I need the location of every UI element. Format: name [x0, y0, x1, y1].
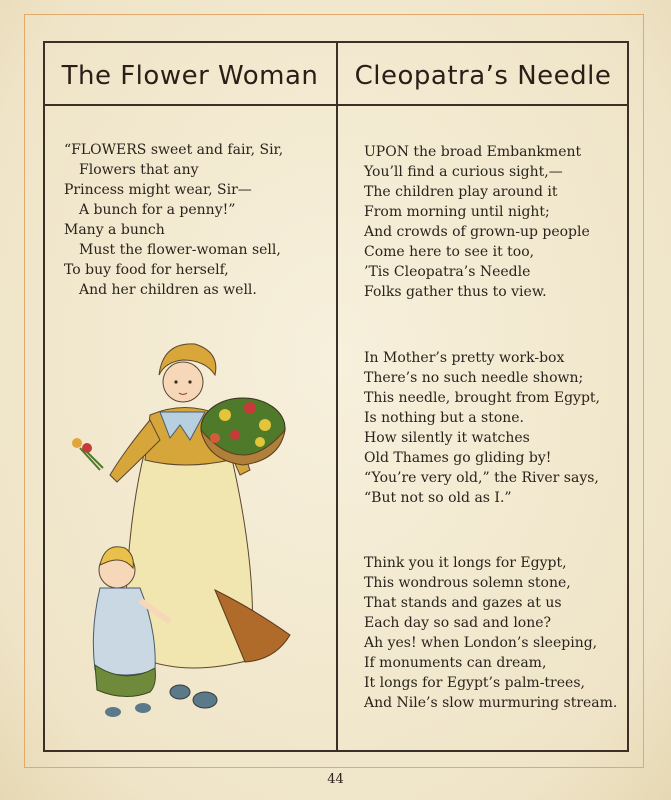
poem-line: That stands and gazes at us: [364, 595, 562, 611]
poem-line: “FLOWERS sweet and fair, Sir,: [64, 142, 284, 158]
poem-line: There’s no such needle shown;: [364, 370, 584, 386]
poem-line: Flowers that any: [79, 162, 199, 178]
poem-line: UPON the broad Embankment: [364, 144, 582, 160]
poem-line: This wondrous solemn stone,: [364, 575, 571, 591]
poem-line: And crowds of grown-up people: [364, 224, 590, 240]
flower-woman-illustration: [55, 330, 305, 730]
poem-line: ’Tis Cleopatra’s Needle: [364, 264, 531, 280]
poem-line: If monuments can dream,: [364, 655, 547, 671]
poem-line: Princess might wear, Sir—: [64, 182, 252, 198]
poem-line: Old Thames go gliding by!: [364, 450, 552, 466]
poem-line: How silently it watches: [364, 430, 530, 446]
poem-line: Folks gather thus to view.: [364, 284, 547, 300]
poem-line: Is nothing but a stone.: [364, 410, 525, 426]
poem-line: From morning until night;: [364, 204, 550, 220]
left-title: The Flower Woman: [61, 61, 319, 91]
right-title: Cleopatra’s Needle: [354, 61, 612, 91]
poem-line: “You’re very old,” the River says,: [364, 470, 599, 486]
page-number: 44: [327, 772, 344, 787]
poem-line: You’ll find a curious sight,—: [364, 164, 563, 180]
poem-line: To buy food for herself,: [64, 262, 229, 278]
poem-line: And her children as well.: [79, 282, 257, 298]
poem-line: Come here to see it too,: [364, 244, 535, 260]
poem-line: Think you it longs for Egypt,: [364, 555, 567, 571]
poem-line: This needle, brought from Egypt,: [364, 390, 600, 406]
poem-line: Each day so sad and lone?: [364, 615, 552, 631]
poem-line: Many a bunch: [64, 222, 165, 238]
poem-line: Must the flower-woman sell,: [79, 242, 281, 258]
poem-line: It longs for Egypt’s palm-trees,: [364, 675, 585, 691]
poem-line: The children play around it: [364, 184, 558, 200]
poem-line: A bunch for a penny!”: [79, 202, 236, 218]
needle-stanza-3: [364, 553, 617, 713]
column-divider: [336, 41, 338, 752]
needle-stanza-1: [364, 142, 590, 302]
poem-line: “But not so old as I.”: [364, 490, 512, 506]
needle-stanza-2: [364, 348, 600, 508]
poem-line: Ah yes! when London’s sleeping,: [364, 635, 598, 651]
poem-line: And Nile’s slow murmuring stream.: [364, 695, 618, 711]
header-divider: [43, 104, 629, 106]
poem-line: In Mother’s pretty work-box: [364, 350, 565, 366]
flower-woman-poem: [64, 140, 283, 300]
